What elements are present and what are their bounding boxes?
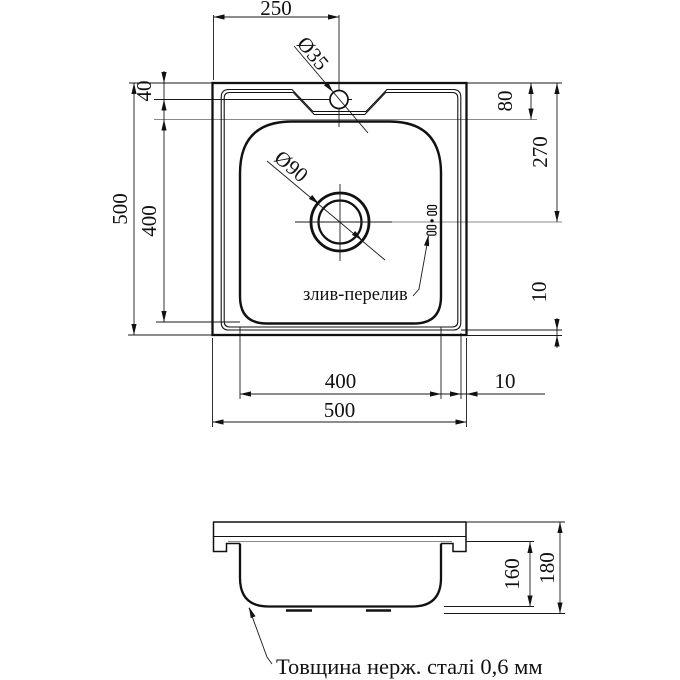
side-view (213, 522, 565, 679)
dim-label-overall-depth: 180 (535, 552, 559, 584)
dim-label-bowl-height: 400 (137, 205, 161, 237)
overflow-label: злив-перелив (303, 285, 408, 305)
dim-label-overall-height: 500 (108, 193, 132, 225)
dim-label-rim-bottom: 10 (494, 369, 516, 393)
dim-label-bowl-from-top: 80 (493, 90, 517, 112)
dim-label-drain-from-top: 270 (528, 136, 552, 168)
dim-label-faucet-from-top: 40 (132, 80, 156, 102)
leader-material-note (249, 608, 272, 664)
dim-label-bowl-width: 400 (324, 369, 357, 393)
drain (295, 184, 392, 261)
dim-label-faucet-from-left: 250 (260, 0, 292, 20)
overflow-holes (427, 206, 437, 236)
bowl-profile (240, 544, 441, 607)
deck-profile (213, 522, 467, 552)
dim-label-bowl-depth: 160 (500, 558, 524, 590)
dim-label-drain-diameter: Ø90 (269, 145, 313, 188)
extension-lines (128, 15, 562, 427)
dim-label-faucet-diameter: Ø35 (292, 31, 334, 75)
top-view (108, 0, 562, 427)
material-note: Товщина нерж. сталі 0,6 мм (276, 654, 543, 679)
dimension-arrows (131, 14, 559, 424)
dim-label-rim-right: 10 (527, 281, 551, 303)
dimension-lines (134, 17, 557, 422)
dim-label-overall-width: 500 (323, 398, 356, 422)
